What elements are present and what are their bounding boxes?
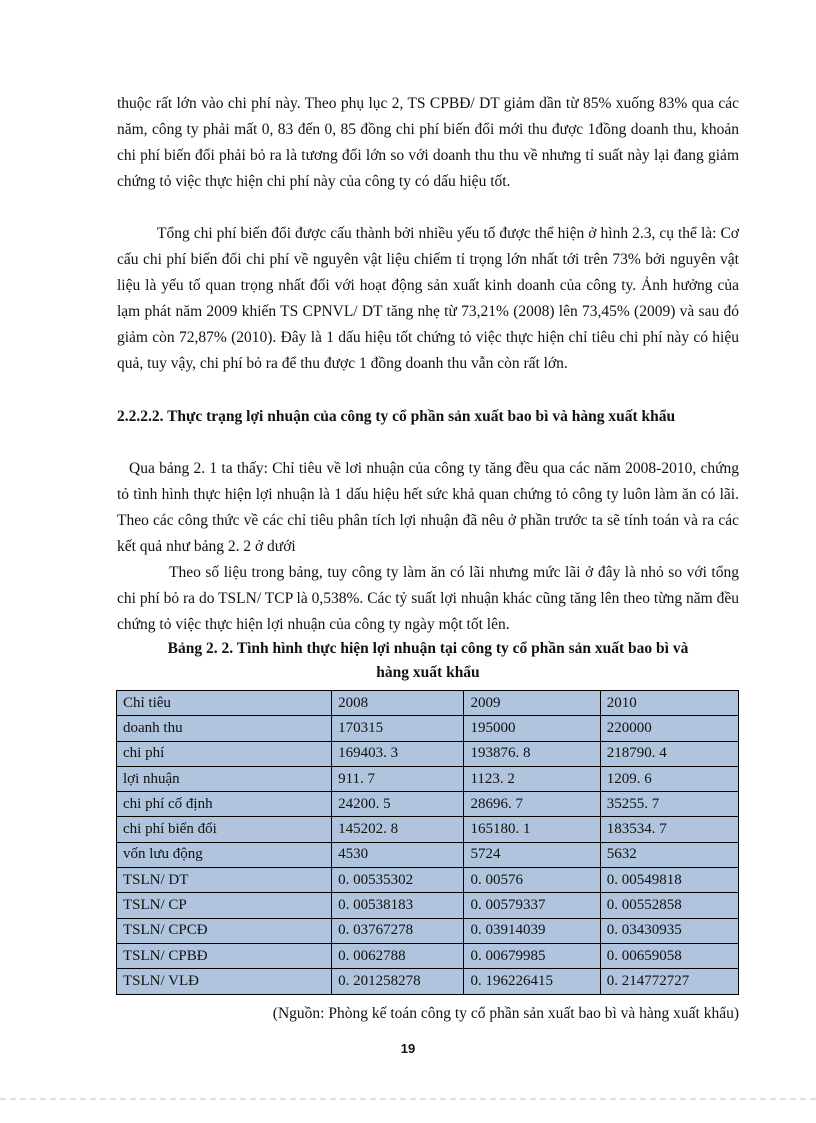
- row-label-cell: TSLN/ DT: [117, 868, 332, 893]
- table-row: [117, 766, 739, 791]
- value-cell: 169403. 3: [332, 741, 464, 766]
- value-cell: 0. 201258278: [332, 969, 464, 994]
- row-label-cell: TSLN/ VLĐ: [117, 969, 332, 994]
- value-cell: 0. 00549818: [600, 868, 738, 893]
- table-source-note: (Nguồn: Phòng kế toán công ty cổ phần sản xuất bao bì và hàng xuất khẩu): [272, 1005, 739, 1022]
- table-row: [117, 893, 739, 918]
- body-paragraph-4: Theo số liệu trong bảng, tuy công ty làm ăn có lãi nhưng mức lãi ở đây là nhỏ so với tổng chi phí bỏ ra do TSLN/ TCP là 0,538%. Các tỷ suất lợi nhuận khác cũng tăng lên theo từng năm đều chứng tỏ việc thực hiện lợi nhuận của công ty ngày một tốt lên.: [117, 564, 739, 633]
- value-cell: 0. 00679985: [464, 943, 600, 968]
- row-label-cell: chi phí: [117, 741, 332, 766]
- row-label-cell: chi phí biến đổi: [117, 817, 332, 842]
- section-heading: 2.2.2.2. Thực trạng lợi nhuận của công ty cổ phần sản xuất bao bì và hàng xuất khẩu: [117, 408, 676, 425]
- table-caption-line-2: hàng xuất khẩu: [376, 664, 480, 681]
- value-cell: 170315: [332, 716, 464, 741]
- value-cell: 0. 214772727: [600, 969, 738, 994]
- row-label-cell: chi phí cố định: [117, 792, 332, 817]
- value-cell: 5724: [464, 842, 600, 867]
- table-row: [117, 792, 739, 817]
- value-cell: 0. 00576: [464, 868, 600, 893]
- page-number: 19: [400, 1041, 416, 1056]
- footer-divider: [0, 1098, 816, 1100]
- value-cell: 218790. 4: [600, 741, 738, 766]
- value-cell: 0. 0062788: [332, 943, 464, 968]
- header-cell-indicator: Chỉ tiêu: [117, 691, 332, 716]
- table-row: [117, 716, 739, 741]
- table-row: [117, 969, 739, 994]
- profit-table-body: [117, 691, 739, 995]
- value-cell: 0. 03914039: [464, 918, 600, 943]
- value-cell: 193876. 8: [464, 741, 600, 766]
- value-cell: 35255. 7: [600, 792, 738, 817]
- row-label-cell: TSLN/ CPBĐ: [117, 943, 332, 968]
- value-cell: 911. 7: [332, 766, 464, 791]
- table-header-row: [117, 691, 739, 716]
- table-row: [117, 842, 739, 867]
- value-cell: 5632: [600, 842, 738, 867]
- body-paragraph-2: Tổng chi phí biến đổi được cấu thành bởi nhiều yếu tố được thể hiện ở hình 2.3, cụ thể là: Cơ cấu chi phí biến đổi chi phí về nguyên vật liệu chiếm tỉ trọng lớn nhất tới trên 73% bởi nguyên vật liệu là yếu tố quan trọng nhất đối với hoạt động sản xuất kinh doanh của công ty. Ảnh hưởng của lạm phát năm 2009 khiến TS CPNVL/ DT tăng nhẹ từ 73,21% (2008) lên 73,45% (2009) và sau đó giảm còn 72,87% (2010). Đây là 1 dấu hiệu tốt chứng tỏ việc thực hiện chỉ tiêu chi phí này có hiệu quả, tuy vậy, chi phí bỏ ra để thu được 1 đồng doanh thu vẫn còn rất lớn.: [117, 225, 739, 372]
- table-caption: [117, 637, 739, 685]
- row-label-cell: vốn lưu động: [117, 842, 332, 867]
- row-label-cell: TSLN/ CPCĐ: [117, 918, 332, 943]
- table-caption-line-1: Bảng 2. 2. Tình hình thực hiện lợi nhuận tại công ty cổ phần sản xuất bao bì và: [167, 640, 689, 657]
- profit-table: [116, 690, 739, 995]
- value-cell: 28696. 7: [464, 792, 600, 817]
- value-cell: 183534. 7: [600, 817, 738, 842]
- value-cell: 1209. 6: [600, 766, 738, 791]
- value-cell: 24200. 5: [332, 792, 464, 817]
- value-cell: 165180. 1: [464, 817, 600, 842]
- header-cell-2010: 2010: [600, 691, 738, 716]
- value-cell: 0. 00535302: [332, 868, 464, 893]
- value-cell: 0. 03767278: [332, 918, 464, 943]
- table-row: [117, 868, 739, 893]
- table-row: [117, 741, 739, 766]
- value-cell: 0. 03430935: [600, 918, 738, 943]
- value-cell: 0. 196226415: [464, 969, 600, 994]
- table-row: [117, 817, 739, 842]
- value-cell: 195000: [464, 716, 600, 741]
- header-cell-2008: 2008: [332, 691, 464, 716]
- value-cell: 0. 00659058: [600, 943, 738, 968]
- value-cell: 0. 00579337: [464, 893, 600, 918]
- body-paragraph-1: thuộc rất lớn vào chi phí này. Theo phụ lục 2, TS CPBĐ/ DT giảm dần từ 85% xuống 83% qua các năm, công ty phải mất 0, 83 đến 0, 85 đồng chi phí biến đổi mới thu được 1đồng doanh thu, khoản chi phí biến đổi phải bỏ ra là tương đối lớn so với doanh thu thu về nhưng tỉ suất này lại đang giảm chứng tỏ việc thực hiện chi phí này của công ty có dấu hiệu tốt.: [117, 95, 739, 190]
- value-cell: 4530: [332, 842, 464, 867]
- value-cell: 0. 00538183: [332, 893, 464, 918]
- row-label-cell: lợi nhuận: [117, 766, 332, 791]
- value-cell: 1123. 2: [464, 766, 600, 791]
- value-cell: 220000: [600, 716, 738, 741]
- row-label-cell: doanh thu: [117, 716, 332, 741]
- header-cell-2009: 2009: [464, 691, 600, 716]
- table-row: [117, 918, 739, 943]
- table-row: [117, 943, 739, 968]
- row-label-cell: TSLN/ CP: [117, 893, 332, 918]
- value-cell: 0. 00552858: [600, 893, 738, 918]
- value-cell: 145202. 8: [332, 817, 464, 842]
- body-paragraph-3: Qua bảng 2. 1 ta thấy: Chỉ tiêu về lơi nhuận của công ty tăng đều qua các năm 2008-2010, chứng tỏ tình hình thực hiện lợi nhuận là 1 dấu hiệu hết sức khả quan chứng tỏ công ty luôn làm ăn có lãi. Theo các công thức về các chỉ tiêu phân tích lợi nhuận đã nêu ở phần trước ta sẽ tính toán và ra các kết quả như bảng 2. 2 ở dưới: [117, 460, 739, 555]
